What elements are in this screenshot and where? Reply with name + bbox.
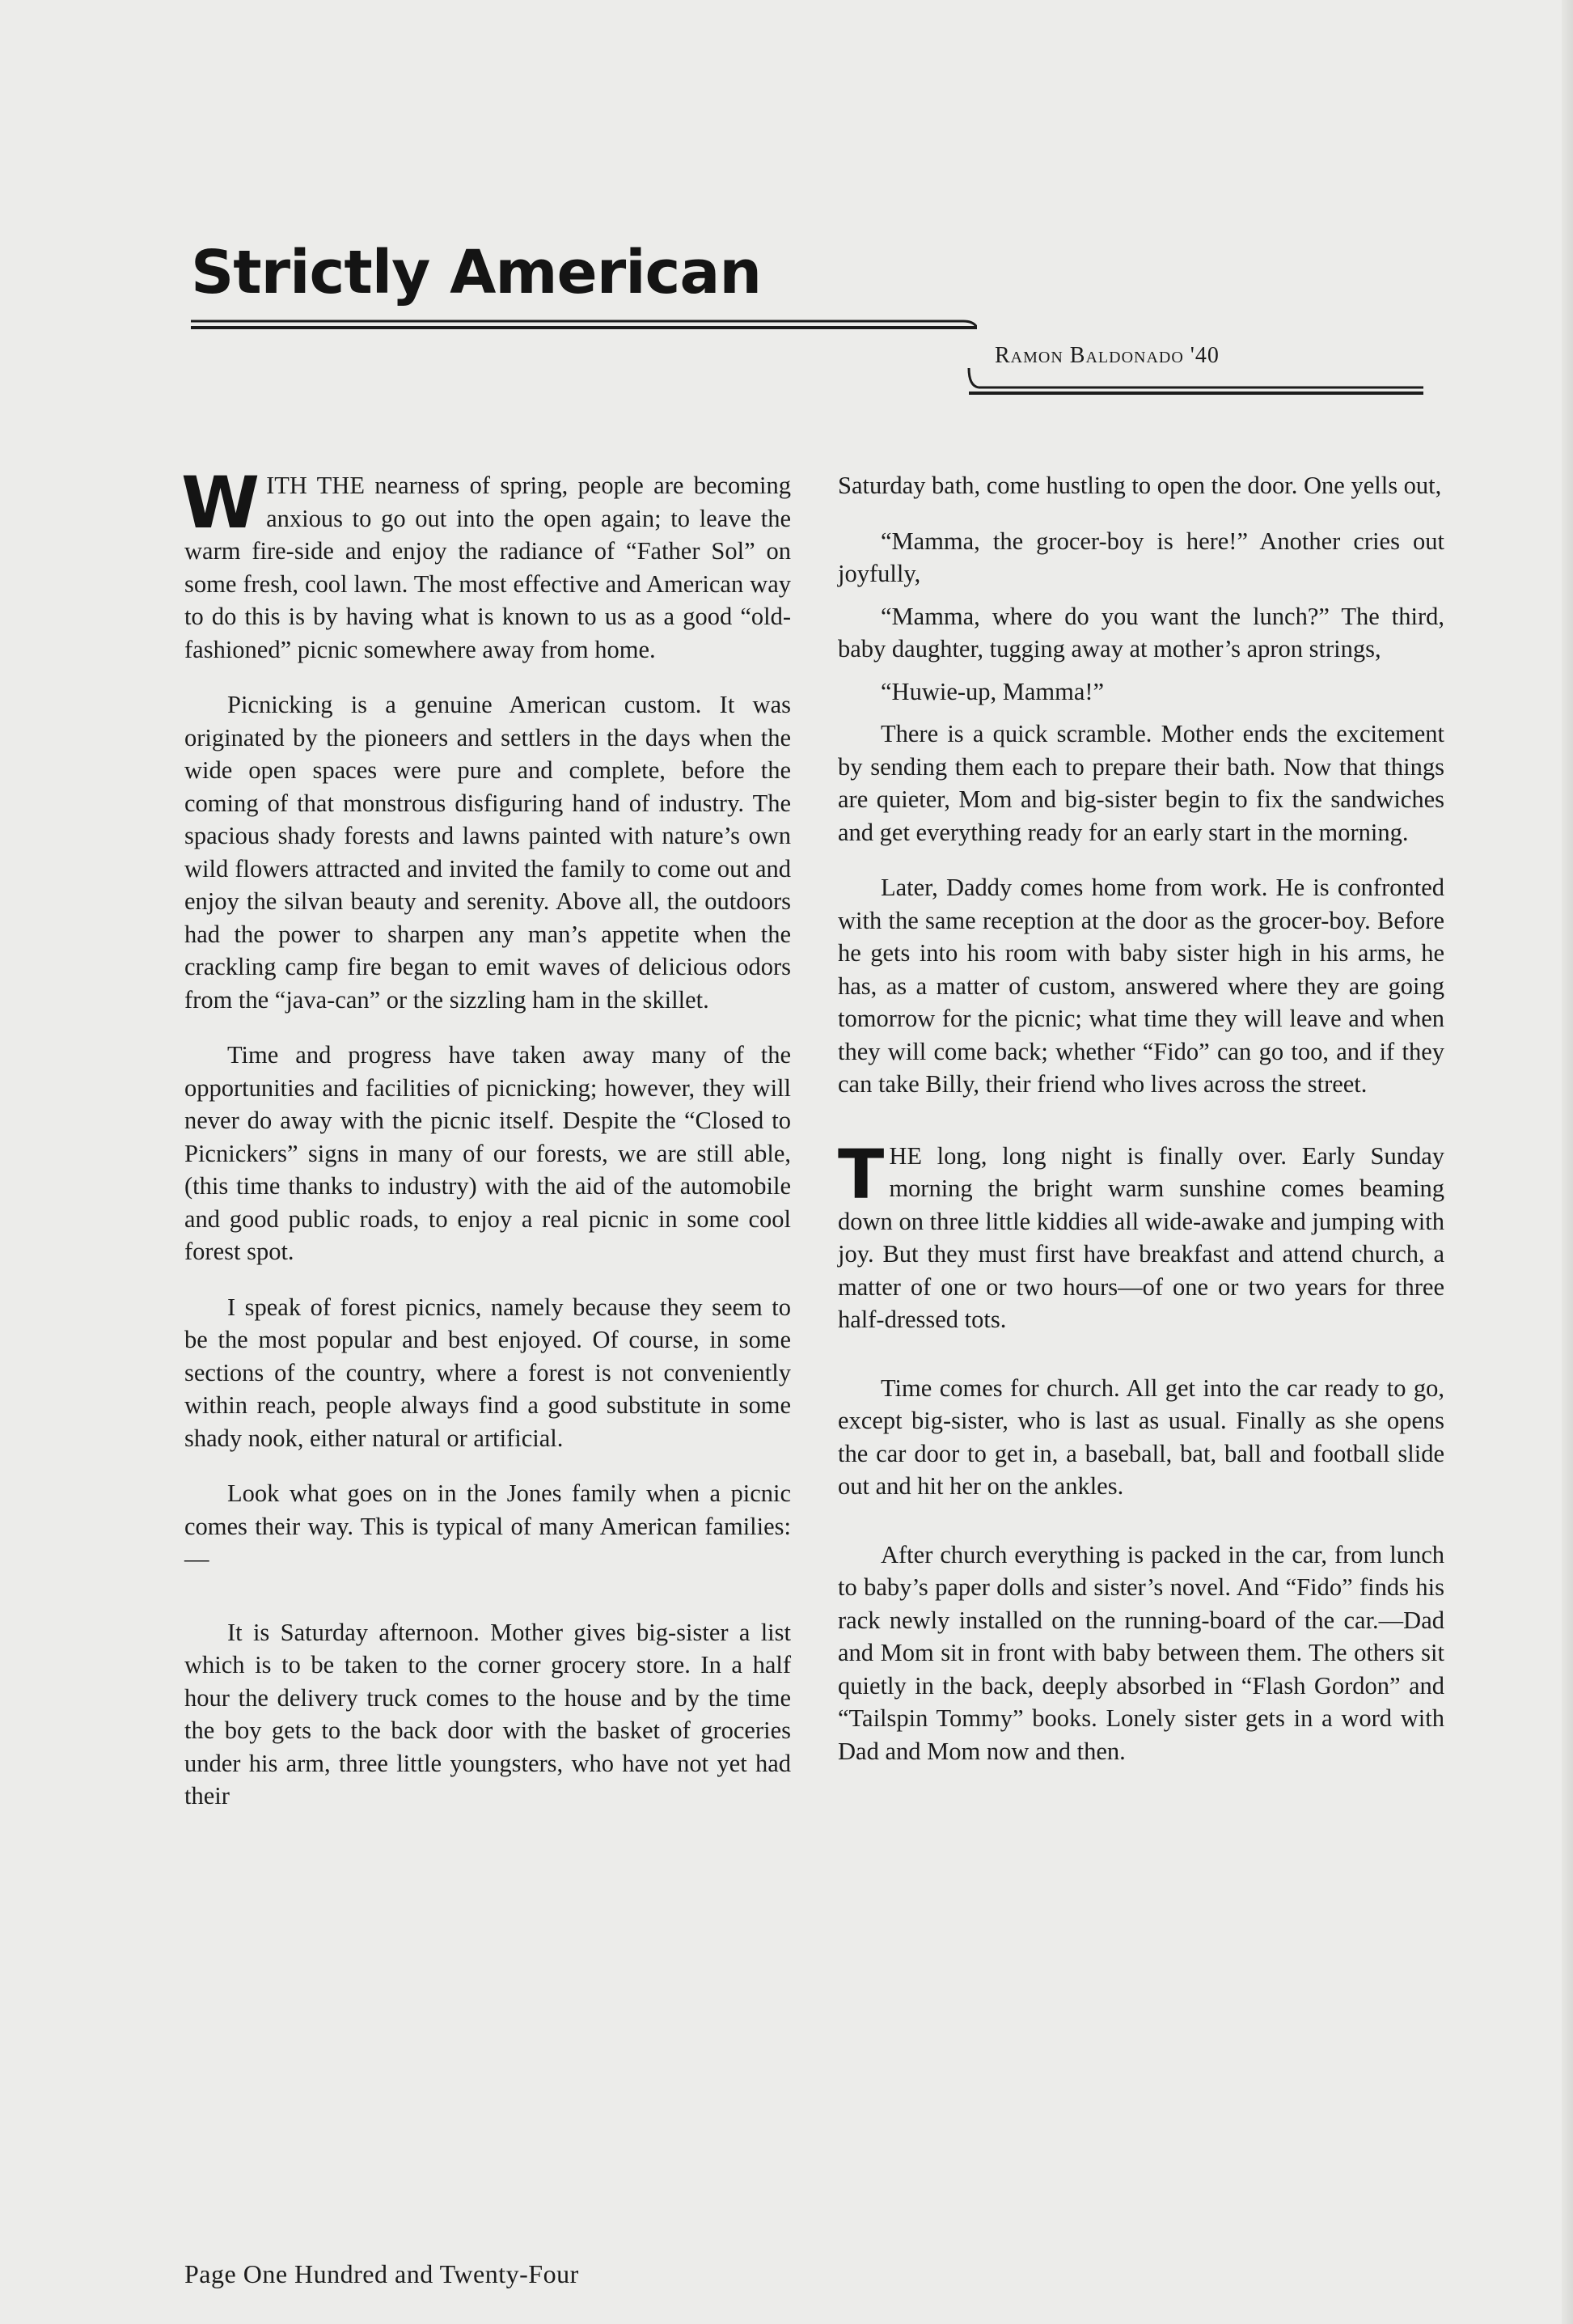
paragraph: WITH THE nearness of spring, people are becoming anxious to go out into the open again; to leave the warm fire-side and enjoy the radiance of “Father Sol” on some fresh, cool lawn. The most effective and American way to do this is by having what is known to us as a good “old-fashioned” picnic somewhere away from home. [181, 461, 791, 663]
byline-rule [962, 368, 1423, 396]
author-byline: Ramon Baldonado '40 [995, 343, 1220, 368]
paragraph: “Huwie-up, Mamma!” [881, 677, 1105, 705]
paragraph: After church everything is packed in the car, from lunch to baby’s paper dolls and sister’s novel. And “Fido” finds his rack newly installed on the running-board of the car.—Dad and Mom sit in front with baby between them. The others sit quietly in the back, deeply absorbed in “Flash Gordon” and “Tailspin Tommy” books. Lonely sister gets in a word with Dad and Mom now and then. [838, 1540, 1444, 1765]
paragraph: Time comes for church. All get into the car ready to go, except big-sister, who is last as usual. Finally as she opens the car door to get in, a baseball, bat, ball and football slide out and hit her on the ankles. [838, 1374, 1444, 1500]
paragraph: Picnicking is a genuine American custom. It was originated by the pioneers and settlers in the days when the wide open spaces were pure and complete, before the coming of that monstrous disfiguring hand of industry. The spacious shady forests and lawns painted with nature’s own wild flowers attracted and invited the family to come out and enjoy the silvan beauty and serenity. Above all, the outdoors had the power to sharpen any man’s appetite when the crackling camp fire began to emit waves of delicious odors from the “java-can” or the sizzling ham in the skillet. [184, 691, 791, 1014]
drop-cap: T [838, 1134, 885, 1214]
paragraph: THE long, long night is finally over. Early Sunday morning the bright warm sunshine comes beaming down on three little kiddies all wide-awake and jumping with joy. But they must first have breakfast and attend church, a matter of one or two hours—of one or two years for three half-dressed tots. [838, 1134, 1444, 1333]
paragraph: “Mamma, where do you want the lunch?” The third, baby daughter, tugging away at mother’s apron strings, [838, 602, 1444, 662]
paragraph: Look what goes on in the Jones family when a picnic comes their way. This is typical of many American families:— [184, 1479, 791, 1573]
paragraph: Later, Daddy comes home from work. He is confronted with the same reception at the door as the grocer-boy. Before he gets into his room with baby sister high in his arms, he has, as a matter of custom, answered where they are going tomorrow for the picnic; what time they will leave and when they will come back; whether “Fido” can go too, and if they can take Billy, their friend who lives across the street. [838, 874, 1444, 1098]
right-column [838, 469, 1444, 1767]
paragraph: I speak of forest picnics, namely because they seem to be the most popular and best enjoyed. Of course, in some sections of the country, where a forest is not conveniently within reach, people always find a good substitute in some shady nook, either natural or artificial. [184, 1293, 791, 1452]
paragraph: There is a quick scramble. Mother ends the excitement by sending them each to prepare their bath. Now that things are quieter, Mom and big-sister begin to fix the sandwiches and get everything ready for an early start in the morning. [838, 720, 1444, 846]
paragraph: Time and progress have taken away many of the opportunities and facilities of picnicking; however, they will never do away with the picnic itself. Despite the “Closed to Picnickers” signs in many of our forests, we are still able, (this time thanks to industry) with the aid of the automobile and good public roads, to enjoy a real picnic in some cool forest spot. [184, 1041, 791, 1265]
paragraph: It is Saturday afternoon. Mother gives big-sister a list which is to be taken to the corner grocery store. In a half hour the delivery truck comes to the house and by the time the boy gets to the back door with the basket of groceries under his arm, three little youngsters, who have not yet had their [184, 1618, 791, 1810]
paragraph: Saturday bath, come hustling to open the door. One yells out, [838, 472, 1442, 499]
article-title: Strictly American [191, 238, 762, 307]
drop-cap: W [181, 461, 260, 544]
title-rule [191, 320, 977, 331]
page-footer: Page One Hundred and Twenty-Four [184, 2259, 579, 2288]
paragraph: “Mamma, the grocer-boy is here!” Another cries out joyfully, [838, 527, 1444, 587]
left-column [181, 461, 791, 1813]
page-edge [1562, 0, 1573, 2324]
